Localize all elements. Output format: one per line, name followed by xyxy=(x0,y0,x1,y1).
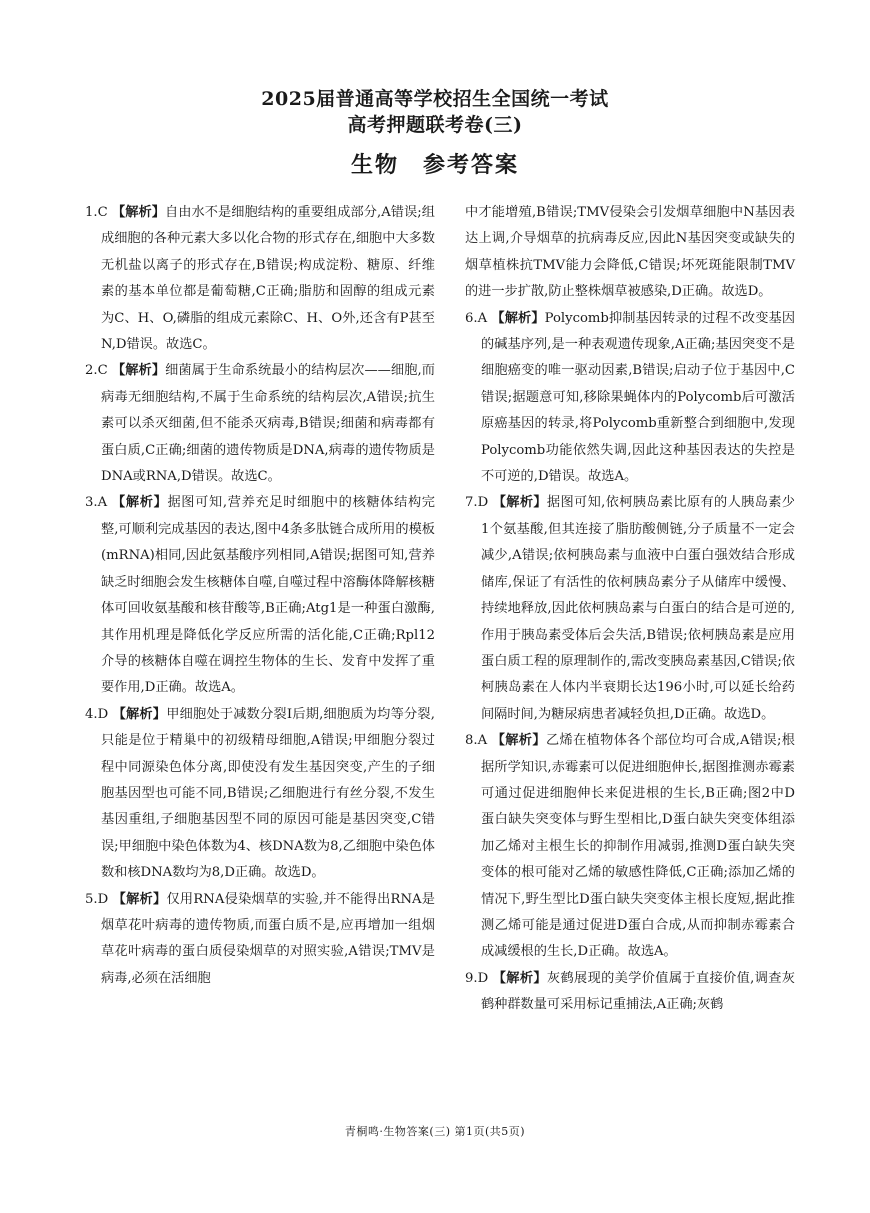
answer-heading xyxy=(0,148,870,182)
answer-text: 中才能增殖,B错误;TMV侵染会引发烟草细胞中N基因表达上调,介导烟草的抗病毒反应,因此N基因突变或缺失的烟草植株抗TMV能力会降低,C错误;坏死斑能限制TMV的进一步扩散,防止整株烟草被感染,D正确。故选D。 xyxy=(465,205,795,300)
answer-item xyxy=(465,490,795,728)
analysis-tag: 【解析】 xyxy=(111,205,165,220)
right-column xyxy=(465,200,795,1019)
answer-text: Polycomb抑制基因转录的过程不改变基因的碱基序列,是一种表观遗传现象,A正确;基因突变不是细胞癌变的唯一驱动因素,B错误;启动子位于基因中,C错误;据题意可知,移除果蝇体内的Polycomb后可激活原癌基因的转录,将Polycomb重新整合到细胞中,发现Polycomb功能依然失调,因此这种基因表达的失控是不可逆的,D错误。故选A。 xyxy=(481,310,796,485)
answer-number: 4.D xyxy=(85,706,109,722)
answer-item xyxy=(85,358,435,490)
page-footer: 青桐鸣·生物答案(三) 第1页(共5页) xyxy=(344,1125,526,1138)
answer-number: 6.A xyxy=(465,310,488,326)
exam-title: 2025届普通高等学校招生全国统一考试 xyxy=(261,88,609,110)
answer-text: 据图可知,依柯胰岛素比原有的人胰岛素少1个氨基酸,但其连接了脂肪酸侧链,分子质量不一定会减少,A错误;依柯胰岛素与血液中白蛋白强效结合形成储库,保证了有活性的依柯胰岛素分子从储库中缓慢、持续地释放,因此依柯胰岛素与白蛋白的结合是可逆的,作用于胰岛素受体后会失活,B错误;依柯胰岛素是应用蛋白质工程的原理制作的,需改变胰岛素基因,C错误;依柯胰岛素在人体内半衰期长达196小时,可以延长给药间隔时间,为糖尿病患者减轻负担,D正确。故选D。 xyxy=(481,495,795,722)
answer-number: 5.D xyxy=(85,891,109,907)
analysis-tag: 【解析】 xyxy=(492,495,547,511)
answer-item xyxy=(85,490,435,701)
analysis-tag: 【解析】 xyxy=(111,495,168,511)
page-header xyxy=(0,86,870,182)
answer-text: 据图可知,营养充足时细胞中的核糖体结构完整,可顺利完成基因的表达,图中4条多肽链合成所用的模板(mRNA)相同,因此氨基酸序列相同,A错误;据图可知,营养缺乏时细胞会发生核糖体自噬,自噬过程中溶酶体降解核糖体可回收氨基酸和核苷酸等,B正确;Atg1是一种蛋白激酶,其作用机理是降低化学反应所需的活化能,C正确;Rpl12介导的核糖体自噬在调控生物体的生长、发育中发挥了重要作用,D正确。故选A。 xyxy=(101,495,435,696)
analysis-tag: 【解析】 xyxy=(112,891,167,907)
answer-number: 8.A xyxy=(465,733,488,749)
answer-text: 甲细胞处于减数分裂Ⅰ后期,细胞质为均等分裂,只能是位于精巢中的初级精母细胞,A错误;甲细胞分裂过程中同源染色体分离,即使没有发生基因突变,产生的子细胞基因型也可能不同,B错误;乙细胞进行有丝分裂,不发生基因重组,子细胞基因型不同的原因可能是基因突变,C错误;甲细胞中染色体数为4、核DNA数为8,乙细胞中染色体数和核DNA数均为8,D正确。故选D。 xyxy=(101,706,436,881)
answer-item xyxy=(85,702,435,887)
answer-text: 仅用RNA侵染烟草的实验,并不能得出RNA是烟草花叶病毒的遗传物质,而蛋白质不是,应再增加一组烟草花叶病毒的蛋白质侵染烟草的对照实验,A错误;TMV是病毒,必须在活细胞 xyxy=(101,891,435,986)
analysis-tag: 【解析】 xyxy=(491,310,545,326)
answer-number: 3.A xyxy=(85,495,108,511)
answer-number: 2.C xyxy=(85,363,108,379)
analysis-tag: 【解析】 xyxy=(492,970,547,986)
answer-text: 乙烯在植物体各个部位均可合成,A错误;根据所学知识,赤霉素可以促进细胞伸长,据图推测赤霉素可通过促进细胞伸长来促进根的生长,B正确;图2中D蛋白缺失突变体与野生型相比,D蛋白缺失突变体组添加乙烯对主根生长的抑制作用减弱,推测D蛋白缺失突变体的根可能对乙烯的敏感性降低,C正确;添加乙烯的情况下,野生型比D蛋白缺失突变体主根长度短,据此推测乙烯可能是通过促进D蛋白合成,从而抑制赤霉素合成减缓根的生长,D正确。故选A。 xyxy=(481,733,795,960)
answer-text: 自由水不是细胞结构的重要组成部分,A错误;组成细胞的各种元素大多以化合物的形式存在,细胞中大多数无机盐以离子的形式存在,B错误;构成淀粉、糖原、纤维素的基本单位都是葡萄糖,C正确;脂肪和固醇的组成元素为C、H、O,磷脂的组成元素除C、H、O外,还含有P甚至N,D错误。故选C。 xyxy=(101,205,435,353)
analysis-tag: 【解析】 xyxy=(112,706,167,722)
answer-item xyxy=(85,887,435,993)
answer-number: 9.D xyxy=(465,970,489,986)
answer-item xyxy=(85,200,435,358)
exam-subtitle: 高考押题联考卷(三) xyxy=(347,114,523,136)
answer-number: 1.C xyxy=(85,205,108,220)
answer-text: 灰鹤展现的美学价值属于直接价值,调查灰鹤种群数量可采用标记重捕法,A正确;灰鹤 xyxy=(481,970,795,1013)
answer-title: 参考答案 xyxy=(423,152,520,178)
answer-item xyxy=(465,306,795,491)
answer-text: 细菌属于生命系统最小的结构层次——细胞,而病毒无细胞结构,不属于生命系统的结构层次,A错误;抗生素可以杀灭细菌,但不能杀灭病毒,B错误;细菌和病毒都有蛋白质,C正确;细菌的遗传物质是DNA,病毒的遗传物质是DNA或RNA,D错误。故选C。 xyxy=(101,363,435,485)
subject-label: 生物 xyxy=(350,152,399,178)
answer-continuation xyxy=(465,200,795,306)
left-column xyxy=(85,200,435,992)
answer-number: 7.D xyxy=(465,495,489,511)
analysis-tag: 【解析】 xyxy=(491,733,546,749)
analysis-tag: 【解析】 xyxy=(111,363,166,379)
answer-item xyxy=(465,966,795,1019)
answer-item xyxy=(465,728,795,966)
